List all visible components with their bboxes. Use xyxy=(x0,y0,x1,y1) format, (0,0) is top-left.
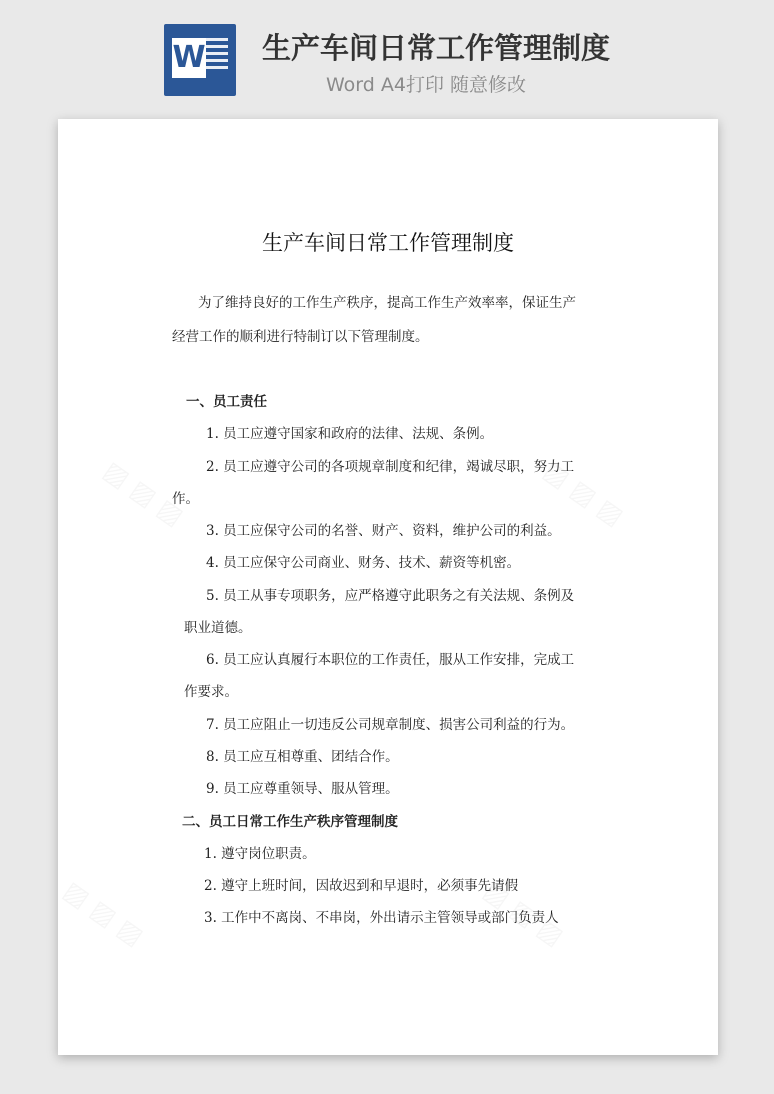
document-title: 生产车间日常工作管理制度 xyxy=(262,231,514,255)
list-item: 作。 xyxy=(172,491,199,507)
list-item: 作要求。 xyxy=(184,684,238,700)
list-item: 4. 员工应保守公司商业、财务、技术、薪资等机密。 xyxy=(206,555,521,571)
section-heading: 一、员工责任 xyxy=(186,394,267,410)
header-banner xyxy=(0,0,774,110)
section-heading: 二、员工日常工作生产秩序管理制度 xyxy=(182,814,398,830)
banner-subtitle: Word A4打印 随意修改 xyxy=(326,74,527,96)
list-item: 6. 员工应认真履行本职位的工作责任，服从工作安排，完成工 xyxy=(206,652,575,668)
banner-title: 生产车间日常工作管理制度 xyxy=(262,31,611,65)
word-logo-letter: W xyxy=(172,38,206,78)
document-page xyxy=(58,119,718,1055)
list-item: 1. 遵守岗位职责。 xyxy=(204,846,316,862)
list-item: 2. 遵守上班时间，因故迟到和早退时，必须事先请假 xyxy=(204,878,519,894)
list-item: 1. 员工应遵守国家和政府的法律、法规、条例。 xyxy=(206,426,494,442)
list-item: 3. 工作中不离岗、不串岗，外出请示主管领导或部门负责人 xyxy=(204,910,559,926)
list-item: 2. 员工应遵守公司的各项规章制度和纪律，竭诚尽职，努力工 xyxy=(206,459,575,475)
list-item: 9. 员工应尊重领导、服从管理。 xyxy=(206,781,399,797)
watermark xyxy=(58,876,149,952)
word-icon xyxy=(164,24,236,96)
list-item: 3. 员工应保守公司的名誉、财产、资料，维护公司的利益。 xyxy=(206,523,561,539)
list-item: 职业道德。 xyxy=(184,620,252,636)
intro-line: 为了维持良好的工作生产秩序，提高工作生产效率率，保证生产 xyxy=(198,295,576,311)
list-item: 8. 员工应互相尊重、团结合作。 xyxy=(206,749,399,765)
list-item: 5. 员工从事专项职务，应严格遵守此职务之有关法规、条例及 xyxy=(206,588,575,604)
intro-line: 经营工作的顺利进行特制订以下管理制度。 xyxy=(172,329,429,345)
list-item: 7. 员工应阻止一切违反公司规章制度、损害公司利益的行为。 xyxy=(206,717,575,733)
